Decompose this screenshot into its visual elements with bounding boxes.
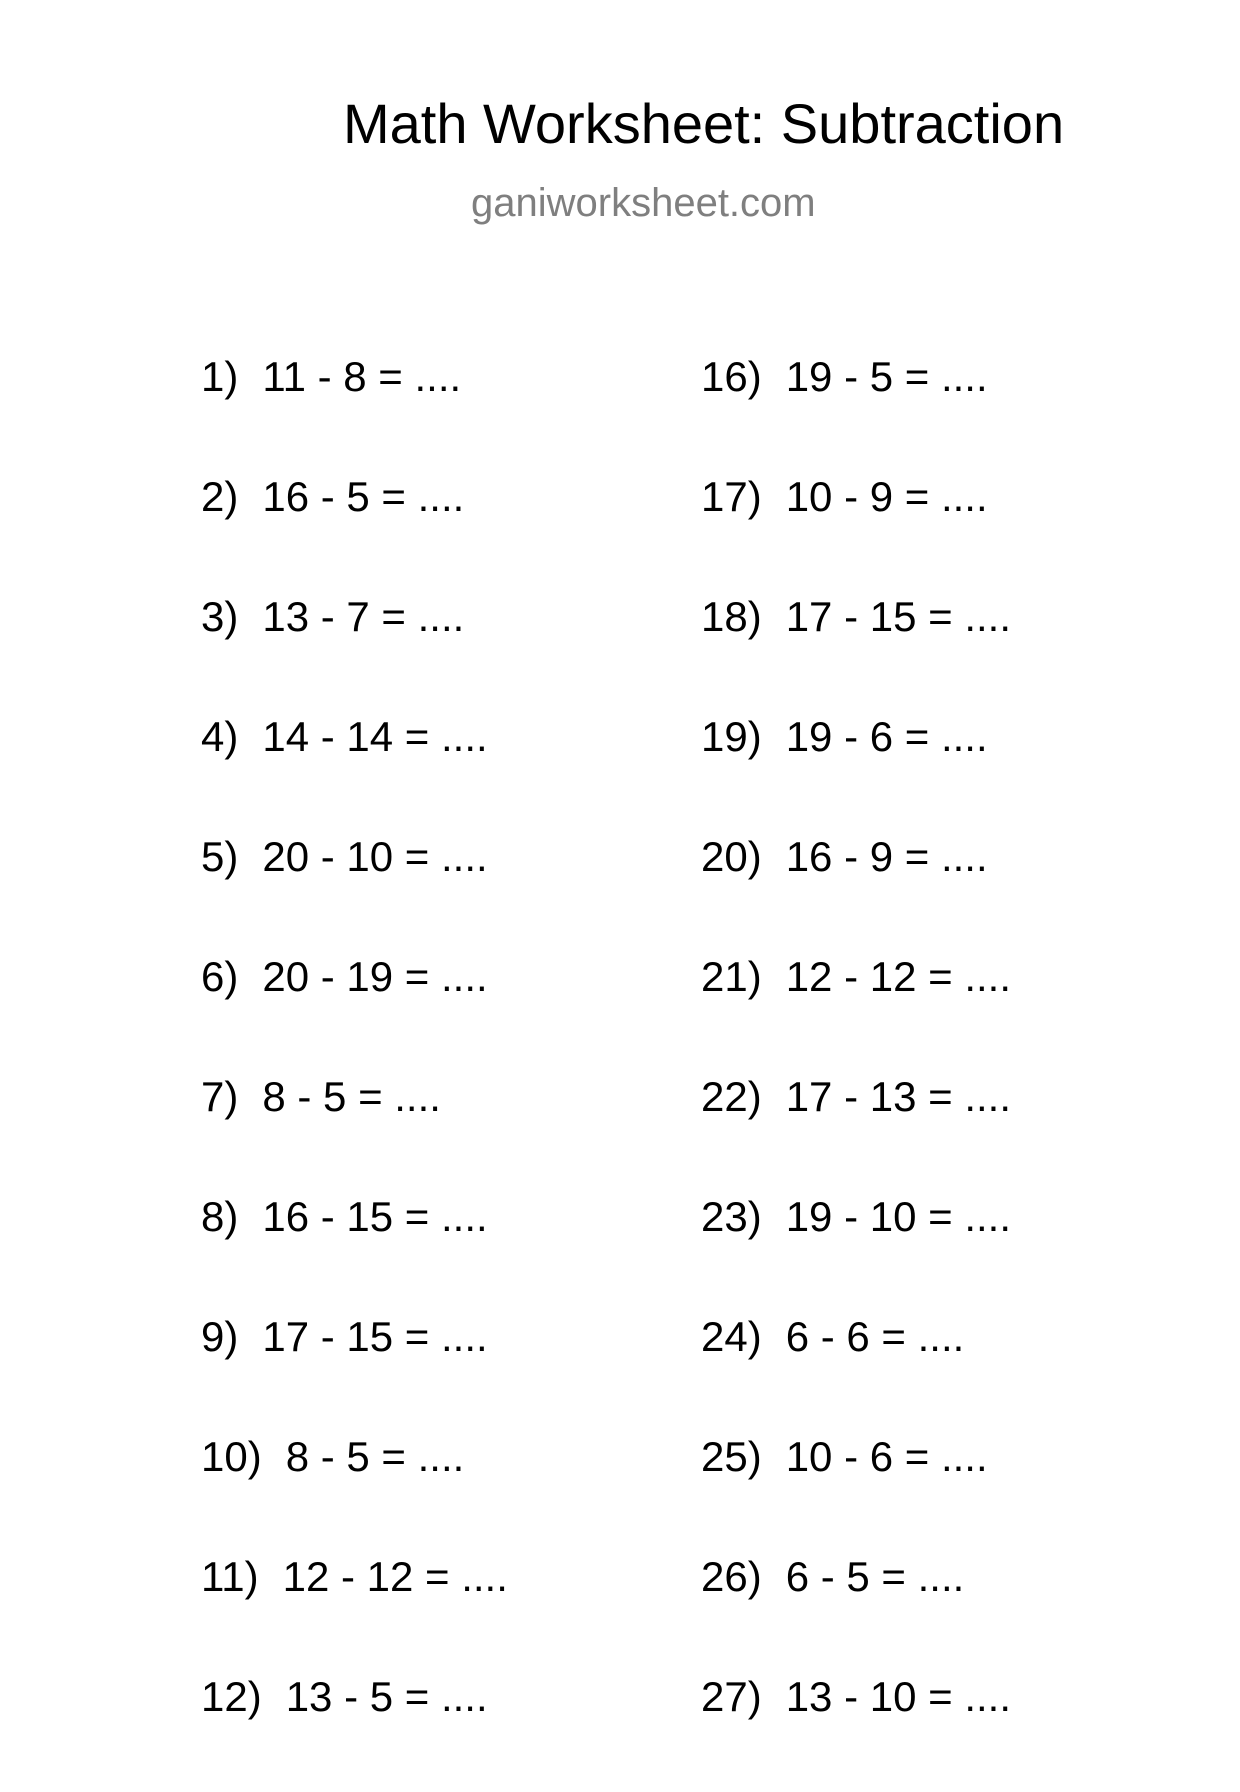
problem-expression: 20 - 19 = .... xyxy=(262,953,488,1000)
problem-item xyxy=(701,1312,1011,1432)
problem-number: 2) xyxy=(201,473,239,520)
problem-number: 12) xyxy=(201,1673,262,1720)
problem-number: 4) xyxy=(201,713,239,760)
problem-item xyxy=(201,1312,508,1432)
problem-item xyxy=(201,352,508,472)
problem-expression: 20 - 10 = .... xyxy=(262,833,488,880)
problem-item xyxy=(201,1072,508,1192)
problem-number: 8) xyxy=(201,1193,239,1240)
problem-item xyxy=(701,1672,1011,1792)
problem-number: 9) xyxy=(201,1313,239,1360)
problem-item xyxy=(701,1192,1011,1312)
problem-item xyxy=(701,592,1011,712)
worksheet-title: Math Worksheet: Subtraction xyxy=(343,92,1065,155)
problem-item xyxy=(701,1432,1011,1552)
problem-item xyxy=(701,352,1011,472)
problem-expression: 14 - 14 = .... xyxy=(262,713,488,760)
problem-item xyxy=(701,1552,1011,1672)
problem-item xyxy=(201,1192,508,1312)
problem-expression: 6 - 6 = .... xyxy=(785,1313,965,1360)
problem-item xyxy=(201,1672,508,1792)
problem-expression: 17 - 13 = .... xyxy=(785,1073,1012,1120)
problem-expression: 19 - 6 = .... xyxy=(785,713,988,760)
problem-number: 11) xyxy=(201,1553,259,1600)
problem-expression: 10 - 9 = .... xyxy=(785,473,988,520)
problem-expression: 17 - 15 = .... xyxy=(785,593,1012,640)
problem-number: 20) xyxy=(701,833,762,880)
problem-number: 19) xyxy=(701,713,762,760)
problem-item xyxy=(701,952,1011,1072)
problem-item xyxy=(701,712,1011,832)
problem-expression: 13 - 7 = .... xyxy=(262,593,465,640)
problem-column-right xyxy=(701,352,1011,1792)
problem-item xyxy=(201,952,508,1072)
problem-item xyxy=(701,832,1011,952)
website-label: ganiworksheet.com xyxy=(471,181,816,225)
problem-item xyxy=(201,592,508,712)
problem-expression: 12 - 12 = .... xyxy=(785,953,1012,1000)
problem-number: 24) xyxy=(701,1313,762,1360)
problem-number: 10) xyxy=(201,1433,262,1480)
problem-number: 7) xyxy=(201,1073,239,1120)
problem-expression: 11 - 8 = .... xyxy=(262,353,462,400)
problem-expression: 16 - 15 = .... xyxy=(262,1193,488,1240)
problem-expression: 19 - 10 = .... xyxy=(785,1193,1012,1240)
problem-expression: 8 - 5 = .... xyxy=(285,1433,465,1480)
problem-expression: 13 - 10 = .... xyxy=(785,1673,1012,1720)
problem-number: 21) xyxy=(701,953,762,1000)
problem-number: 16) xyxy=(701,353,762,400)
problem-expression: 19 - 5 = .... xyxy=(785,353,988,400)
problem-item xyxy=(201,712,508,832)
problem-item xyxy=(201,472,508,592)
problem-number: 3) xyxy=(201,593,239,640)
problem-expression: 16 - 5 = .... xyxy=(262,473,465,520)
problem-number: 26) xyxy=(701,1553,762,1600)
problem-expression: 16 - 9 = .... xyxy=(785,833,988,880)
problem-expression: 17 - 15 = .... xyxy=(262,1313,488,1360)
problem-column-left xyxy=(201,352,508,1792)
problem-expression: 10 - 6 = .... xyxy=(785,1433,988,1480)
problem-number: 22) xyxy=(701,1073,762,1120)
problem-number: 25) xyxy=(701,1433,762,1480)
problem-item xyxy=(201,1432,508,1552)
problem-item xyxy=(701,472,1011,592)
problem-number: 5) xyxy=(201,833,239,880)
problem-number: 27) xyxy=(701,1673,762,1720)
problem-number: 17) xyxy=(701,473,762,520)
problem-number: 18) xyxy=(701,593,762,640)
problem-expression: 6 - 5 = .... xyxy=(785,1553,965,1600)
problem-item xyxy=(201,1552,508,1672)
problem-expression: 12 - 12 = .... xyxy=(282,1553,508,1600)
problem-expression: 13 - 5 = .... xyxy=(285,1673,488,1720)
problem-number: 1) xyxy=(201,353,239,400)
problem-item xyxy=(701,1072,1011,1192)
problem-expression: 8 - 5 = .... xyxy=(262,1073,441,1120)
problem-number: 23) xyxy=(701,1193,762,1240)
problem-item xyxy=(201,832,508,952)
problem-number: 6) xyxy=(201,953,239,1000)
